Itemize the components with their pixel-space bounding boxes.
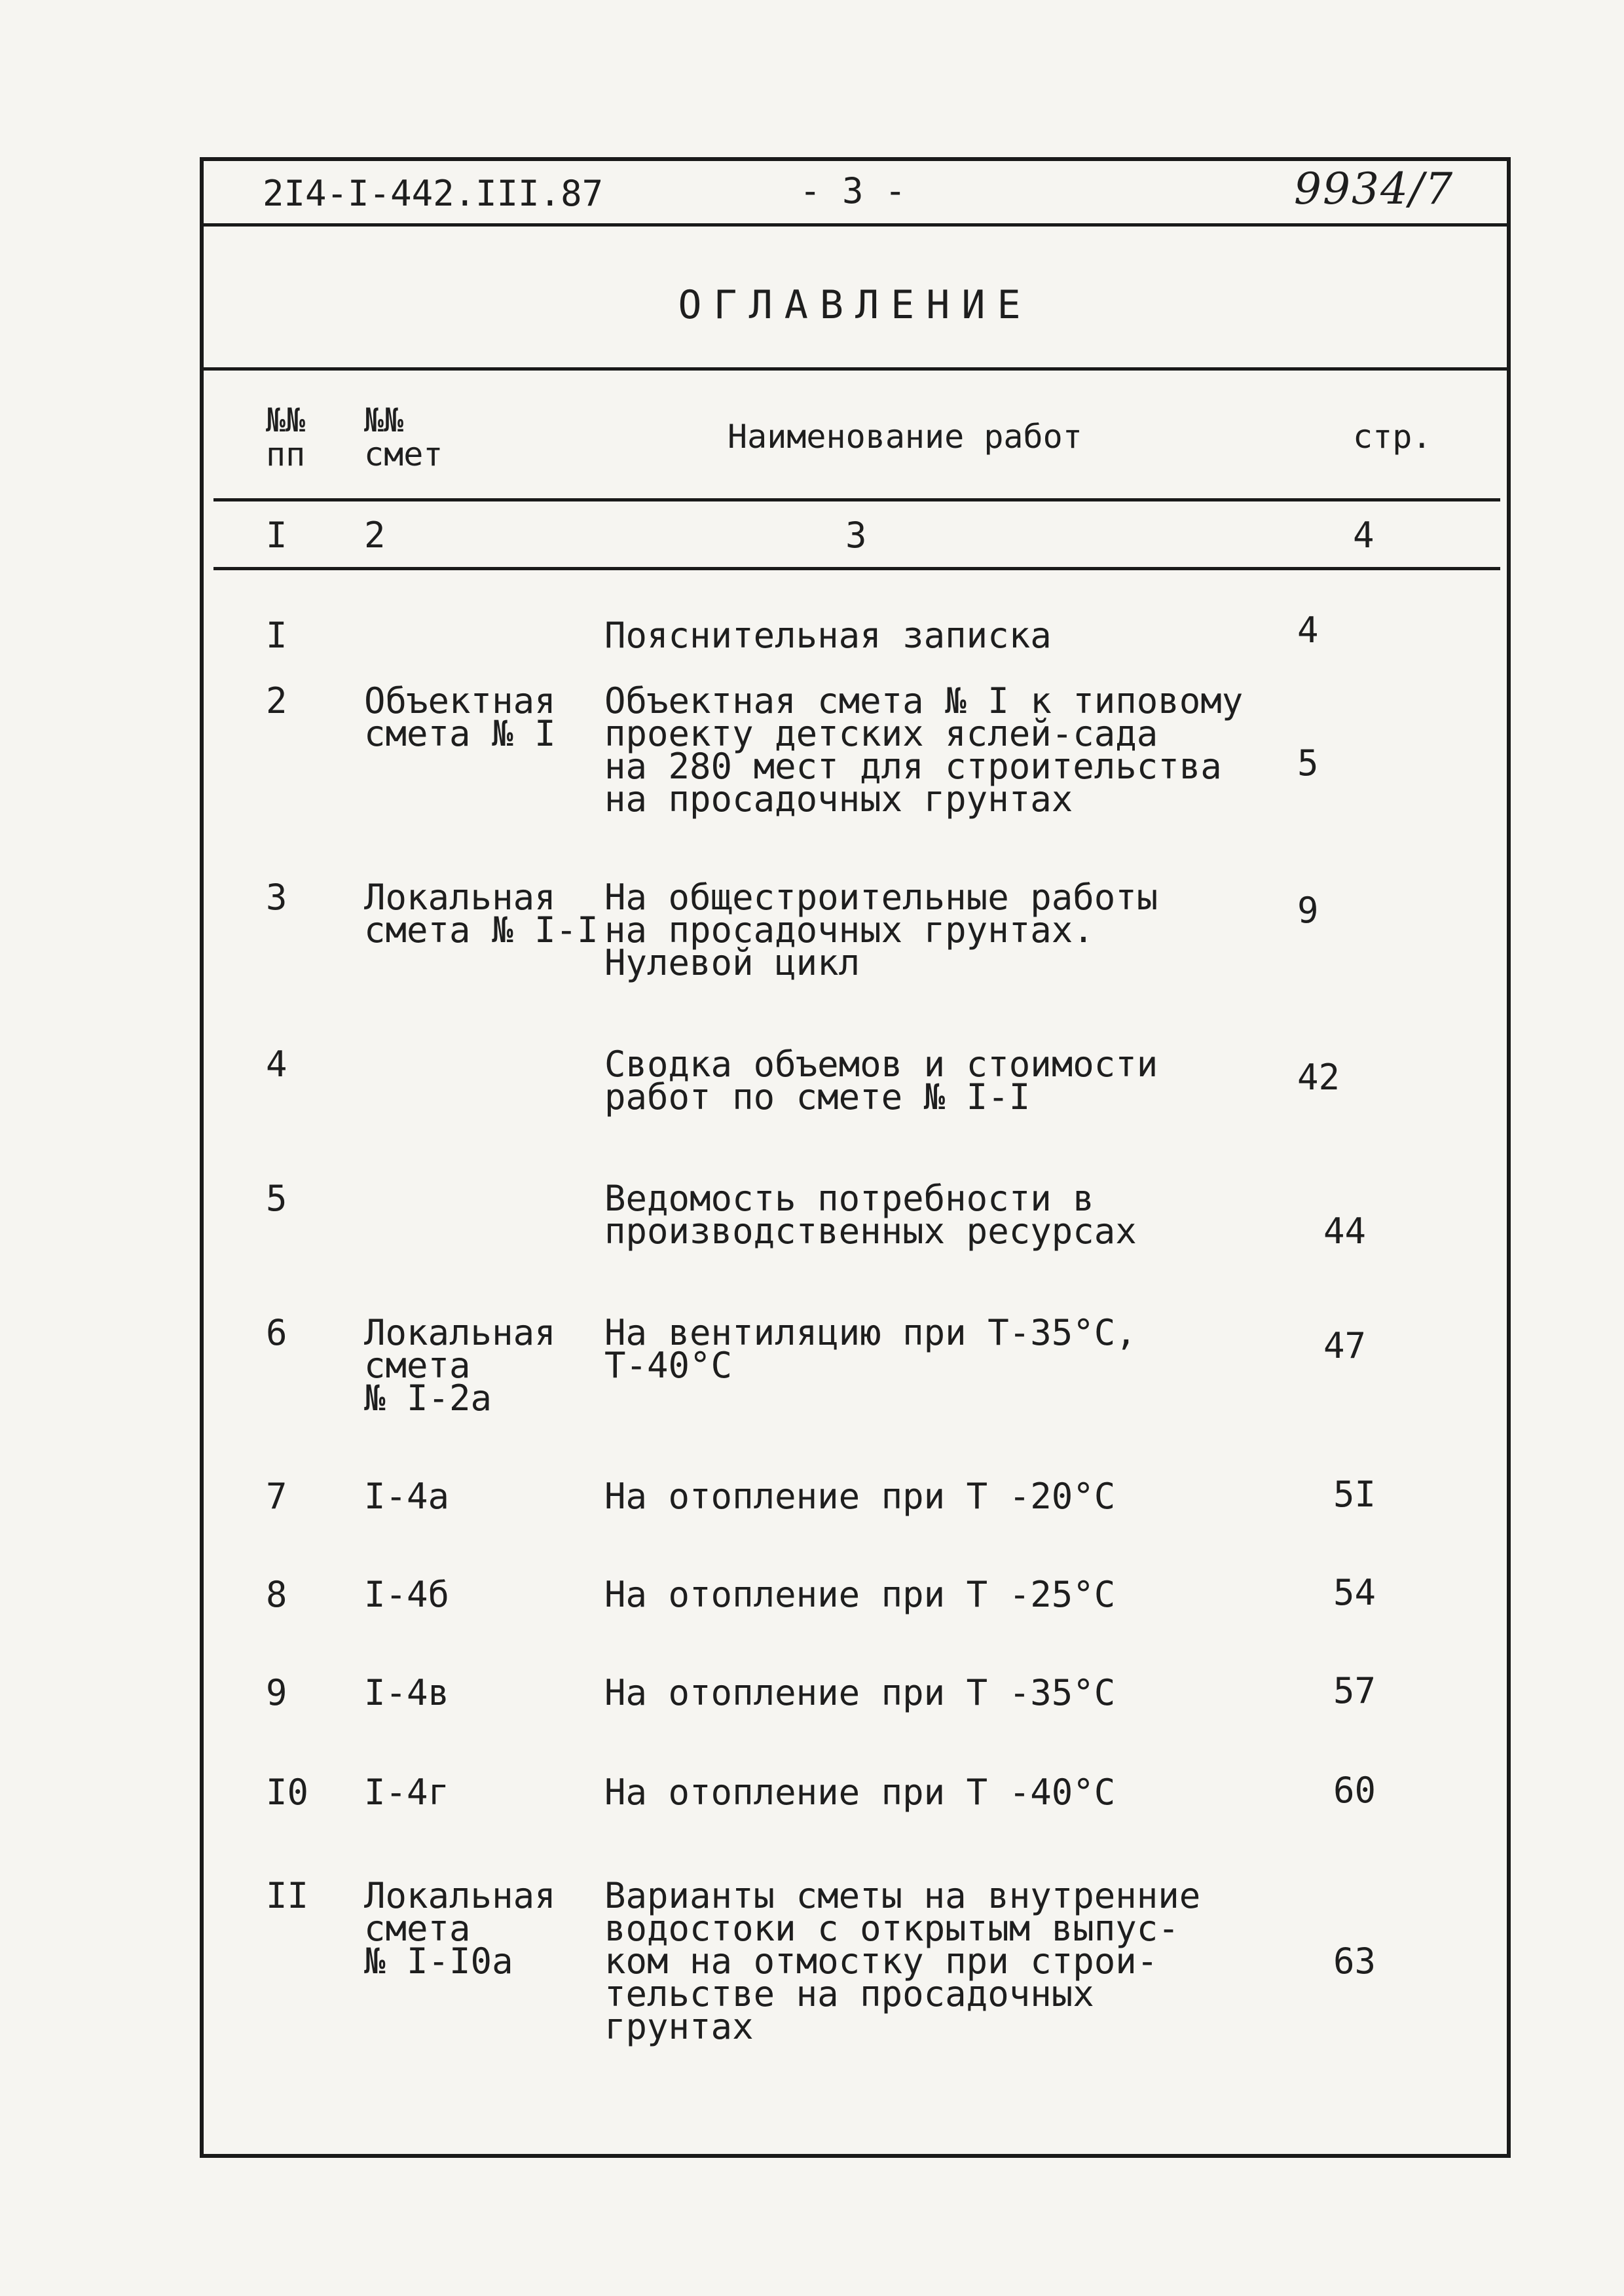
row-page: 5 — [1297, 742, 1319, 784]
row-number: II — [266, 1875, 309, 1916]
title-divider — [204, 367, 1507, 371]
row-estimate: I-4в — [364, 1672, 450, 1713]
row-page: 4 — [1297, 610, 1319, 651]
row-name: Пояснительная записка — [604, 615, 1052, 656]
column-number-3: 3 — [845, 515, 867, 556]
row-estimate: I-4а — [364, 1476, 450, 1517]
header-col-name: Наименование работ — [728, 418, 1082, 456]
row-name: На общестроительные работы на просадочных грунтах. Нулевой цикл — [604, 877, 1158, 983]
row-number: I0 — [266, 1772, 309, 1813]
page-number: - 3 - — [800, 170, 906, 211]
row-number: 3 — [266, 877, 287, 918]
header-col-number-line1: №№ — [266, 401, 306, 439]
row-page: 9 — [1297, 890, 1319, 931]
table-header-divider — [213, 498, 1500, 501]
row-page: 63 — [1333, 1941, 1376, 1982]
column-number-2: 2 — [364, 515, 386, 556]
row-name: На отопление при Т -40°С — [604, 1772, 1116, 1813]
header-col-page: стр. — [1353, 418, 1432, 456]
handwritten-number: 9934/7 — [1294, 164, 1454, 214]
column-number-divider — [213, 567, 1500, 570]
header-col-number — [266, 403, 305, 471]
column-number-4: 4 — [1353, 515, 1375, 556]
row-name: Объектная смета № I к типовому проекту детских яслей-сада на 280 мест для строительства на просадочных грунтах — [604, 680, 1244, 820]
row-name: Сводка объемов и стоимости работ по смете № I-I — [604, 1044, 1158, 1118]
row-estimate: Локальная смета № I-2а — [364, 1312, 556, 1419]
row-estimate: I-4г — [364, 1772, 450, 1813]
row-number: 5 — [266, 1178, 287, 1219]
row-page: 5I — [1333, 1474, 1376, 1515]
row-name: На вентиляцию при Т-35°С, Т-40°С — [604, 1312, 1137, 1386]
header-col-estimate — [364, 403, 443, 471]
page-frame — [200, 157, 1511, 2158]
row-name: Варианты сметы на внутренние водостоки с открытым выпус- ком на отмостку при строи- тельстве на просадочных грунтах — [604, 1875, 1201, 2047]
row-number: 6 — [266, 1312, 287, 1353]
row-name: На отопление при Т -35°С — [604, 1672, 1116, 1713]
row-estimate: Локальная смета № I-I — [364, 877, 599, 951]
header-col-estimate-line1: №№ — [364, 401, 404, 439]
row-name: На отопление при Т -20°С — [604, 1476, 1116, 1517]
row-page: 54 — [1333, 1572, 1376, 1613]
row-number: 4 — [266, 1044, 287, 1085]
row-page: 60 — [1333, 1770, 1376, 1811]
row-number: 7 — [266, 1476, 287, 1517]
row-number: 8 — [266, 1574, 287, 1615]
header-col-number-line2: пп — [266, 435, 306, 473]
header-divider — [204, 223, 1507, 227]
row-name: На отопление при Т -25°С — [604, 1574, 1116, 1615]
row-number: 2 — [266, 680, 287, 721]
page-title: ОГЛАВЛЕНИЕ — [678, 282, 1033, 328]
row-estimate: Объектная смета № I — [364, 680, 556, 754]
row-page: 42 — [1297, 1057, 1340, 1098]
row-number: I — [266, 615, 287, 656]
row-page: 57 — [1333, 1670, 1376, 1711]
row-estimate: I-4б — [364, 1574, 450, 1615]
row-page: 44 — [1323, 1211, 1367, 1252]
row-estimate: Локальная смета № I-I0а — [364, 1875, 556, 1982]
row-number: 9 — [266, 1672, 287, 1713]
row-name: Ведомость потребности в производственных ресурсах — [604, 1178, 1137, 1252]
header-col-estimate-line2: смет — [364, 435, 443, 473]
row-page: 47 — [1323, 1325, 1367, 1366]
document-code: 2I4-I-442.III.87 — [263, 173, 604, 214]
column-number-1: I — [266, 515, 287, 556]
